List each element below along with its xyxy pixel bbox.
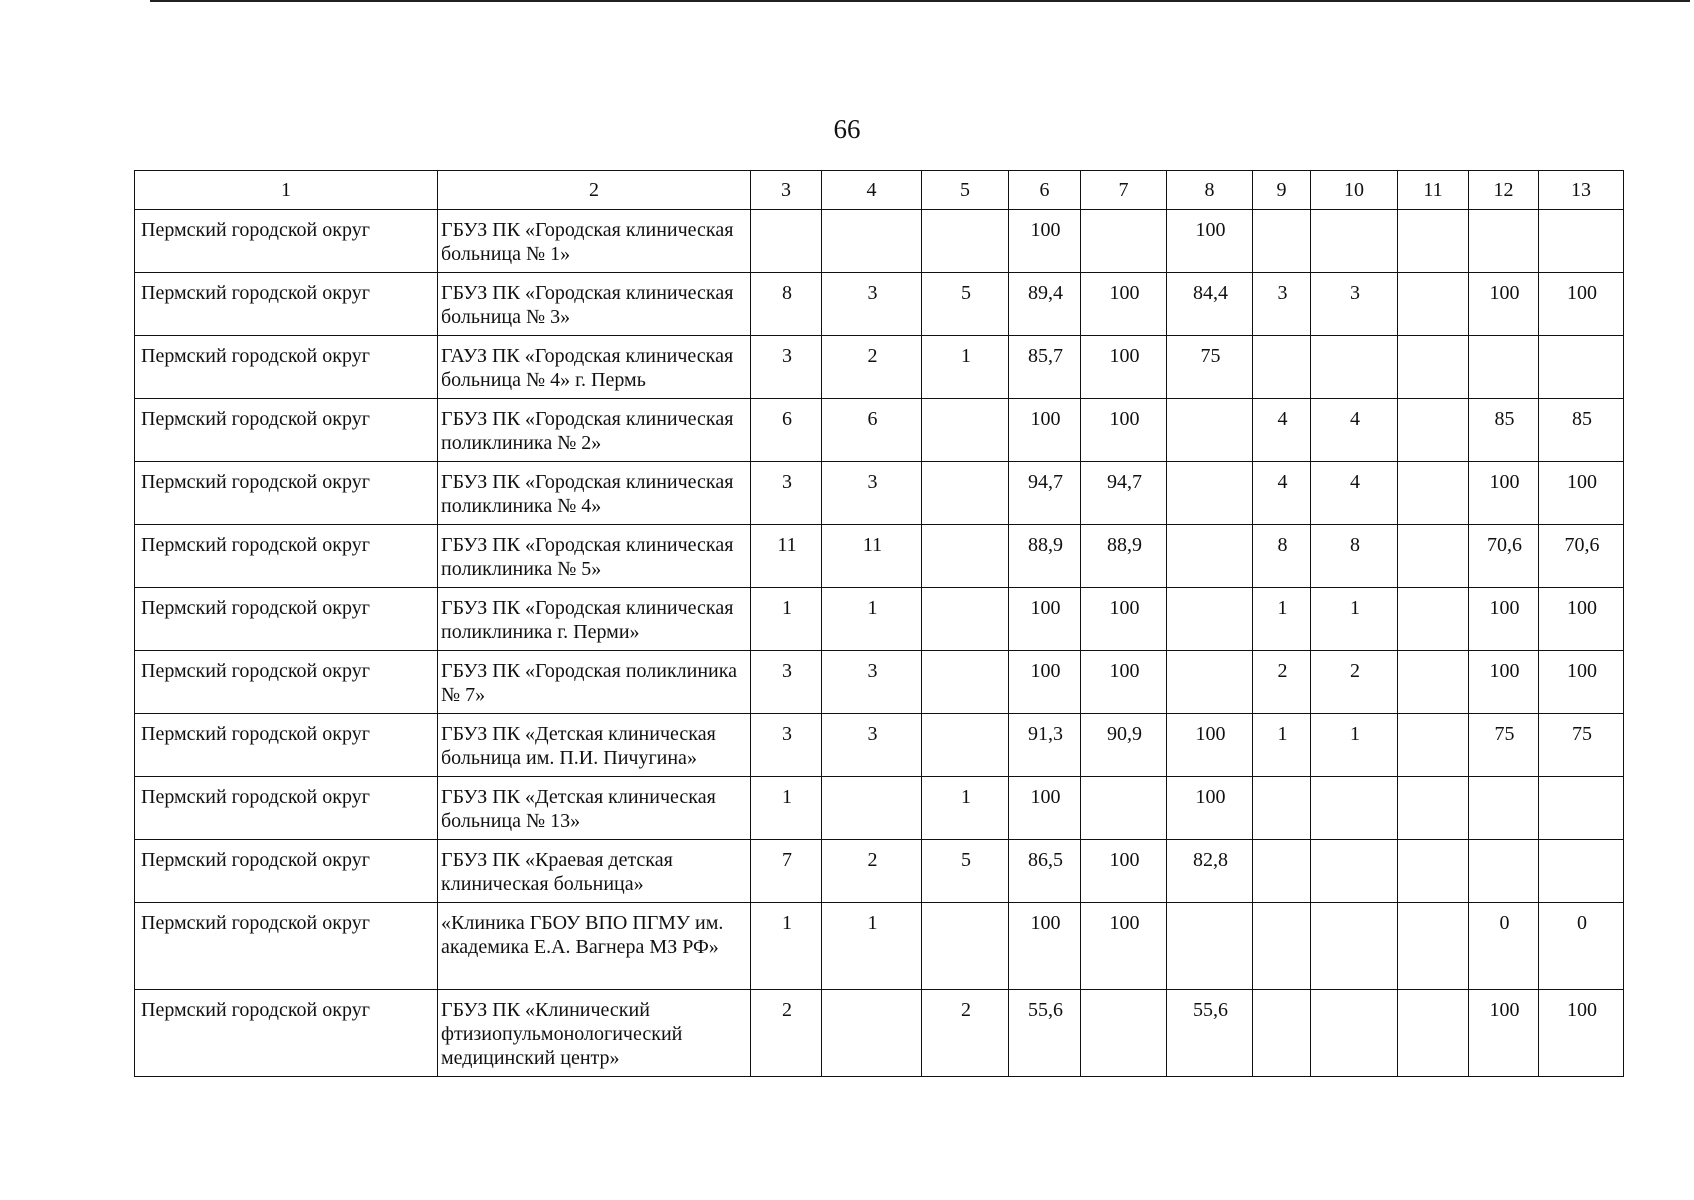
table-row [135, 462, 1624, 525]
data-table [134, 170, 1624, 1077]
value-cell [1398, 525, 1469, 588]
value-cell: 100 [1539, 588, 1624, 651]
value-cell [1398, 990, 1469, 1077]
value-cell: 100 [1081, 588, 1167, 651]
value-cell: 4 [1253, 399, 1311, 462]
column-header: 13 [1539, 171, 1624, 210]
municipality-cell: Пермский городской округ [135, 273, 438, 336]
value-cell: 1 [751, 903, 822, 990]
value-cell: 70,6 [1539, 525, 1624, 588]
value-cell: 2 [922, 990, 1009, 1077]
value-cell [1398, 273, 1469, 336]
value-cell [922, 588, 1009, 651]
table-row [135, 336, 1624, 399]
value-cell: 94,7 [1081, 462, 1167, 525]
value-cell: 1 [922, 336, 1009, 399]
header-row [135, 171, 1624, 210]
table-row [135, 840, 1624, 903]
table-row [135, 588, 1624, 651]
value-cell [1311, 990, 1398, 1077]
value-cell [1398, 462, 1469, 525]
value-cell: 2 [1253, 651, 1311, 714]
municipality-cell: Пермский городской округ [135, 714, 438, 777]
value-cell [1167, 588, 1253, 651]
value-cell: 84,4 [1167, 273, 1253, 336]
value-cell: 100 [1469, 651, 1539, 714]
table-row [135, 990, 1624, 1077]
organization-cell: ГБУЗ ПК «Краевая детская клиническая больница» [438, 840, 751, 903]
value-cell: 100 [1009, 777, 1081, 840]
value-cell: 100 [1081, 840, 1167, 903]
value-cell: 1 [1311, 588, 1398, 651]
value-cell [1253, 903, 1311, 990]
value-cell: 100 [1081, 651, 1167, 714]
value-cell: 3 [751, 336, 822, 399]
value-cell: 1 [1311, 714, 1398, 777]
value-cell: 100 [1539, 651, 1624, 714]
page-number: 66 [833, 114, 861, 144]
value-cell: 1 [822, 903, 922, 990]
value-cell: 7 [751, 840, 822, 903]
value-cell [922, 525, 1009, 588]
value-cell [1539, 336, 1624, 399]
value-cell: 100 [1081, 273, 1167, 336]
value-cell [1398, 777, 1469, 840]
value-cell: 11 [822, 525, 922, 588]
value-cell [1167, 525, 1253, 588]
value-cell [1398, 714, 1469, 777]
value-cell [1253, 990, 1311, 1077]
organization-cell: ГБУЗ ПК «Городская клиническая поликлиника № 5» [438, 525, 751, 588]
organization-cell: ГБУЗ ПК «Городская поликлиника № 7» [438, 651, 751, 714]
value-cell [1311, 336, 1398, 399]
value-cell [922, 210, 1009, 273]
value-cell: 3 [1311, 273, 1398, 336]
value-cell: 4 [1311, 399, 1398, 462]
value-cell: 3 [822, 462, 922, 525]
value-cell [1469, 777, 1539, 840]
value-cell: 100 [1469, 273, 1539, 336]
municipality-cell: Пермский городской округ [135, 840, 438, 903]
value-cell: 85 [1469, 399, 1539, 462]
value-cell: 88,9 [1081, 525, 1167, 588]
value-cell [922, 903, 1009, 990]
municipality-cell: Пермский городской округ [135, 651, 438, 714]
organization-cell: ГБУЗ ПК «Городская клиническая поликлиника № 4» [438, 462, 751, 525]
value-cell: 2 [751, 990, 822, 1077]
value-cell [1469, 336, 1539, 399]
value-cell [1469, 210, 1539, 273]
value-cell: 0 [1469, 903, 1539, 990]
organization-cell: ГБУЗ ПК «Городская клиническая больница № 3» [438, 273, 751, 336]
organization-cell: ГБУЗ ПК «Городская клиническая поликлиника № 2» [438, 399, 751, 462]
value-cell: 3 [822, 714, 922, 777]
value-cell: 8 [1253, 525, 1311, 588]
value-cell [1398, 399, 1469, 462]
value-cell: 3 [822, 651, 922, 714]
value-cell: 6 [822, 399, 922, 462]
value-cell: 1 [751, 777, 822, 840]
value-cell: 1 [922, 777, 1009, 840]
value-cell: 11 [751, 525, 822, 588]
value-cell: 75 [1469, 714, 1539, 777]
value-cell: 5 [922, 840, 1009, 903]
column-header: 4 [822, 171, 922, 210]
column-header: 3 [751, 171, 822, 210]
organization-cell: ГБУЗ ПК «Детская клиническая больница им. П.И. Пичугина» [438, 714, 751, 777]
value-cell [1539, 777, 1624, 840]
municipality-cell: Пермский городской округ [135, 588, 438, 651]
value-cell: 100 [1167, 714, 1253, 777]
value-cell: 100 [1539, 273, 1624, 336]
value-cell: 2 [822, 840, 922, 903]
table-row [135, 525, 1624, 588]
column-header: 2 [438, 171, 751, 210]
value-cell: 85 [1539, 399, 1624, 462]
table-row [135, 777, 1624, 840]
value-cell: 100 [1081, 903, 1167, 990]
top-scan-rule [150, 0, 1690, 2]
value-cell [822, 990, 922, 1077]
value-cell [1539, 840, 1624, 903]
value-cell [1253, 336, 1311, 399]
value-cell: 55,6 [1009, 990, 1081, 1077]
organization-cell: ГАУЗ ПК «Городская клиническая больница № 4» г. Пермь [438, 336, 751, 399]
value-cell: 3 [822, 273, 922, 336]
value-cell [1167, 399, 1253, 462]
value-cell: 88,9 [1009, 525, 1081, 588]
column-header: 10 [1311, 171, 1398, 210]
value-cell [1398, 903, 1469, 990]
table-row [135, 651, 1624, 714]
value-cell: 100 [1469, 990, 1539, 1077]
value-cell [922, 462, 1009, 525]
value-cell: 75 [1167, 336, 1253, 399]
value-cell [1539, 210, 1624, 273]
value-cell: 100 [1009, 210, 1081, 273]
value-cell: 100 [1009, 399, 1081, 462]
value-cell: 2 [1311, 651, 1398, 714]
value-cell [1081, 990, 1167, 1077]
value-cell [1311, 840, 1398, 903]
value-cell: 70,6 [1469, 525, 1539, 588]
table-row [135, 210, 1624, 273]
value-cell: 3 [751, 462, 822, 525]
municipality-cell: Пермский городской округ [135, 399, 438, 462]
organization-cell: ГБУЗ ПК «Детская клиническая больница № 13» [438, 777, 751, 840]
value-cell: 55,6 [1167, 990, 1253, 1077]
municipality-cell: Пермский городской округ [135, 210, 438, 273]
value-cell: 2 [822, 336, 922, 399]
value-cell: 100 [1009, 651, 1081, 714]
value-cell [1398, 651, 1469, 714]
value-cell: 1 [1253, 588, 1311, 651]
value-cell: 3 [1253, 273, 1311, 336]
value-cell [822, 777, 922, 840]
value-cell [922, 651, 1009, 714]
value-cell [1167, 462, 1253, 525]
value-cell: 90,9 [1081, 714, 1167, 777]
column-header: 11 [1398, 171, 1469, 210]
value-cell [1398, 840, 1469, 903]
table-row [135, 903, 1624, 990]
value-cell: 8 [751, 273, 822, 336]
value-cell: 1 [751, 588, 822, 651]
value-cell: 1 [822, 588, 922, 651]
value-cell [922, 399, 1009, 462]
value-cell: 6 [751, 399, 822, 462]
organization-cell: «Клиника ГБОУ ВПО ПГМУ им. академика Е.А. Вагнера МЗ РФ» [438, 903, 751, 990]
value-cell [1469, 840, 1539, 903]
table-row [135, 714, 1624, 777]
column-header: 9 [1253, 171, 1311, 210]
value-cell: 100 [1167, 777, 1253, 840]
value-cell: 94,7 [1009, 462, 1081, 525]
value-cell [1081, 777, 1167, 840]
value-cell: 75 [1539, 714, 1624, 777]
municipality-cell: Пермский городской округ [135, 903, 438, 990]
value-cell [1253, 777, 1311, 840]
value-cell [1398, 588, 1469, 651]
value-cell: 100 [1469, 588, 1539, 651]
value-cell: 85,7 [1009, 336, 1081, 399]
value-cell: 89,4 [1009, 273, 1081, 336]
value-cell: 3 [751, 714, 822, 777]
value-cell [1311, 903, 1398, 990]
value-cell [1253, 840, 1311, 903]
value-cell: 100 [1539, 462, 1624, 525]
value-cell: 100 [1009, 903, 1081, 990]
value-cell: 8 [1311, 525, 1398, 588]
value-cell: 82,8 [1167, 840, 1253, 903]
value-cell [822, 210, 922, 273]
value-cell [1398, 336, 1469, 399]
value-cell: 100 [1009, 588, 1081, 651]
value-cell: 100 [1081, 399, 1167, 462]
value-cell [751, 210, 822, 273]
organization-cell: ГБУЗ ПК «Клинический фтизиопульмонологический медицинский центр» [438, 990, 751, 1077]
column-header: 1 [135, 171, 438, 210]
organization-cell: ГБУЗ ПК «Городская клиническая поликлиника г. Перми» [438, 588, 751, 651]
municipality-cell: Пермский городской округ [135, 462, 438, 525]
column-header: 12 [1469, 171, 1539, 210]
value-cell: 86,5 [1009, 840, 1081, 903]
value-cell: 0 [1539, 903, 1624, 990]
municipality-cell: Пермский городской округ [135, 990, 438, 1077]
value-cell: 1 [1253, 714, 1311, 777]
value-cell: 5 [922, 273, 1009, 336]
value-cell [1167, 903, 1253, 990]
municipality-cell: Пермский городской округ [135, 525, 438, 588]
value-cell [1253, 210, 1311, 273]
value-cell [922, 714, 1009, 777]
value-cell: 4 [1311, 462, 1398, 525]
table-row [135, 399, 1624, 462]
value-cell: 100 [1167, 210, 1253, 273]
value-cell: 3 [751, 651, 822, 714]
column-header: 6 [1009, 171, 1081, 210]
value-cell [1081, 210, 1167, 273]
municipality-cell: Пермский городской округ [135, 336, 438, 399]
value-cell: 91,3 [1009, 714, 1081, 777]
value-cell: 100 [1081, 336, 1167, 399]
value-cell: 4 [1253, 462, 1311, 525]
value-cell: 100 [1469, 462, 1539, 525]
column-header: 8 [1167, 171, 1253, 210]
value-cell [1167, 651, 1253, 714]
municipality-cell: Пермский городской округ [135, 777, 438, 840]
value-cell: 100 [1539, 990, 1624, 1077]
value-cell [1311, 777, 1398, 840]
column-header: 5 [922, 171, 1009, 210]
table-row [135, 273, 1624, 336]
organization-cell: ГБУЗ ПК «Городская клиническая больница № 1» [438, 210, 751, 273]
value-cell [1398, 210, 1469, 273]
value-cell [1311, 210, 1398, 273]
column-header: 7 [1081, 171, 1167, 210]
